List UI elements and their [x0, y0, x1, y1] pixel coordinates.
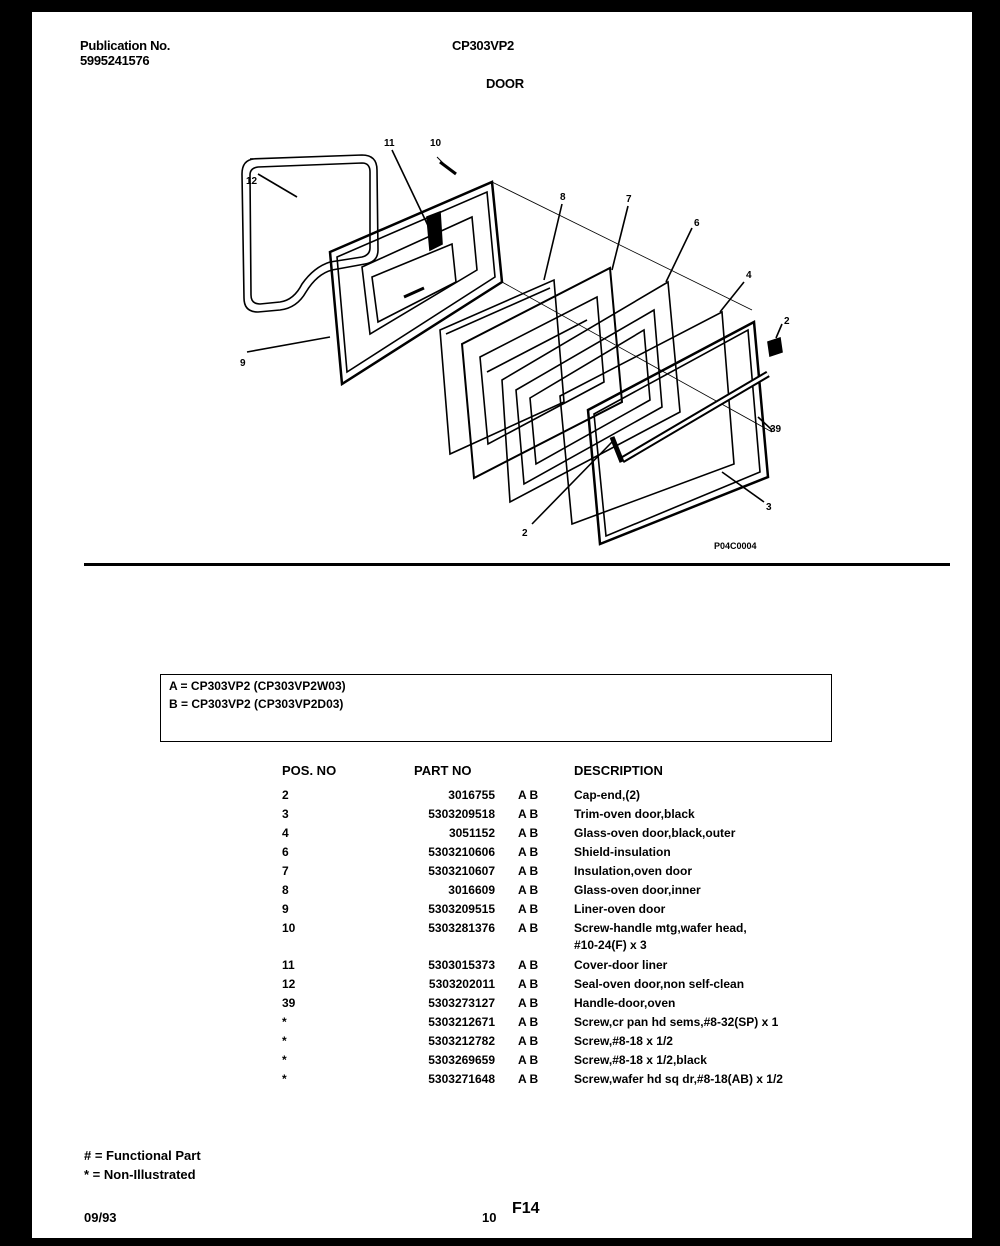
callout-3: 3 — [766, 502, 772, 513]
table-row: 4 3051152 A B Glass-oven door,black,outer — [282, 826, 736, 840]
callout-11: 11 — [384, 138, 395, 149]
part-6-shield — [502, 282, 680, 502]
table-row: 12 5303202011 A B Seal-oven door,non self-clean — [282, 977, 745, 991]
callout-9: 9 — [240, 358, 246, 369]
callout-4: 4 — [746, 270, 752, 281]
table-row: 7 5303210607 A B Insulation,oven door — [282, 864, 693, 878]
table-row-continuation: #10-24(F) x 3 — [574, 938, 647, 952]
table-row: 3 5303209518 A B Trim-oven door,black — [282, 807, 695, 821]
header-description: DESCRIPTION — [574, 763, 663, 778]
footer-section-code: F14 — [512, 1200, 540, 1217]
legend-b: B = CP303VP2 (CP303VP2D03) — [169, 697, 344, 711]
part-2-cap — [768, 338, 782, 356]
divider — [84, 563, 950, 566]
callout-10: 10 — [430, 138, 442, 149]
section-title: DOOR — [486, 76, 524, 91]
callout-7: 7 — [626, 194, 632, 205]
model-number: CP303VP2 — [452, 38, 514, 53]
part-10-screw — [440, 162, 456, 174]
callout-8: 8 — [560, 192, 566, 203]
table-row: 8 3016609 A B Glass-oven door,inner — [282, 883, 701, 897]
part-12-seal — [242, 155, 378, 312]
callout-12: 12 — [246, 176, 258, 187]
footnote-non-illustrated: * = Non-Illustrated — [84, 1167, 196, 1182]
table-row: * 5303212671 A B Screw,cr pan hd sems,#8-32(SP) x 1 — [282, 1015, 779, 1029]
table-row: 9 5303209515 A B Liner-oven door — [282, 902, 666, 916]
footnote-functional: # = Functional Part — [84, 1148, 201, 1163]
table-row: 10 5303281376 A B Screw-handle mtg,wafer head, — [282, 921, 747, 935]
part-4-glass-outer — [560, 312, 734, 524]
model-legend — [160, 674, 832, 742]
callout-2-bottom: 2 — [522, 528, 528, 539]
parts-page — [32, 12, 972, 1238]
publication-number: 5995241576 — [80, 53, 150, 68]
callout-39: 39 — [770, 424, 782, 435]
part-9-liner — [330, 182, 502, 384]
table-row: 6 5303210606 A B Shield-insulation — [282, 845, 671, 859]
exploded-door-diagram — [32, 12, 972, 572]
header-pos-no: POS. NO — [282, 763, 337, 778]
table-row: 11 5303015373 A B Cover-door liner — [282, 958, 668, 972]
table-row: * 5303269659 A B Screw,#8-18 x 1/2,black — [282, 1053, 707, 1067]
footer-page-number: 10 — [482, 1210, 497, 1225]
header-part-no: PART NO — [414, 763, 472, 778]
table-row: 2 3016755 A B Cap-end,(2) — [282, 788, 640, 802]
footer-date: 09/93 — [84, 1210, 117, 1225]
table-row: * 5303271648 A B Screw,wafer hd sq dr,#8-18(AB) x 1/2 — [282, 1072, 783, 1086]
table-row: * 5303212782 A B Screw,#8-18 x 1/2 — [282, 1034, 673, 1048]
publication-label: Publication No. — [80, 38, 171, 53]
callout-6: 6 — [694, 218, 700, 229]
figure-code: P04C0004 — [714, 541, 757, 551]
legend-a: A = CP303VP2 (CP303VP2W03) — [169, 679, 346, 693]
table-row: 39 5303273127 A B Handle-door,oven — [282, 996, 676, 1010]
callout-2-top: 2 — [784, 316, 790, 327]
